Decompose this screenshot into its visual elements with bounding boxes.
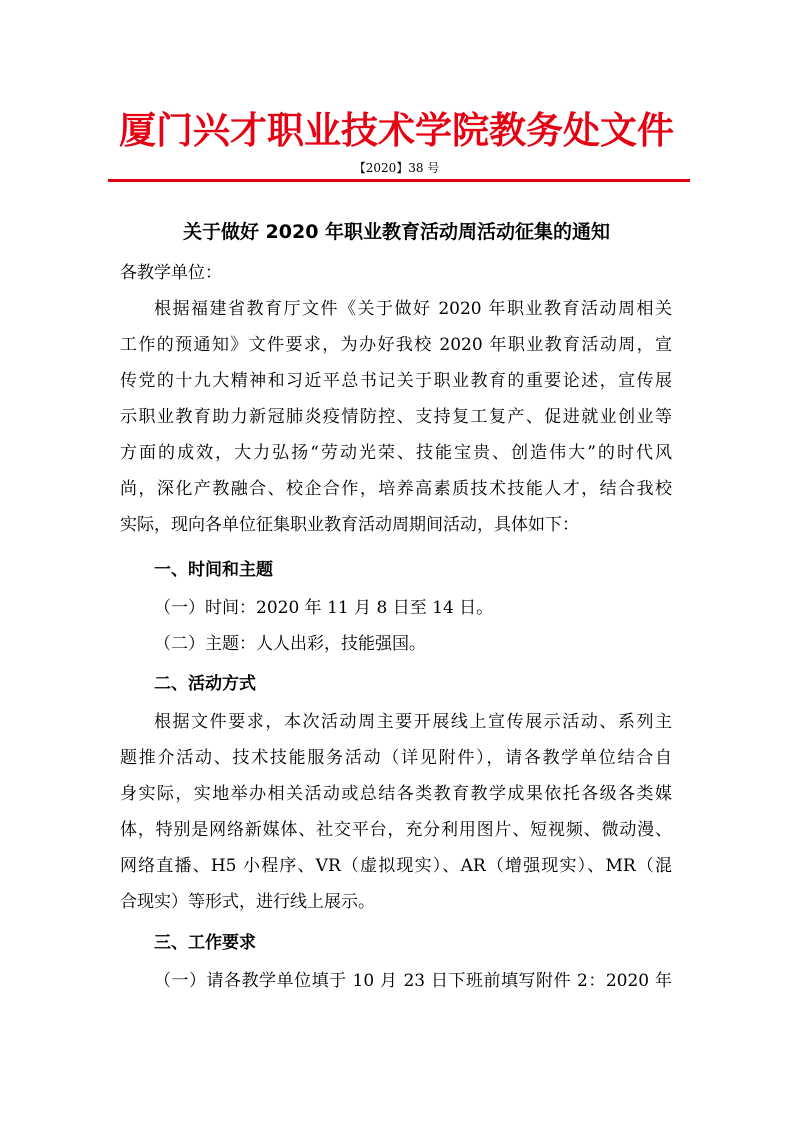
notice-title: 关于做好 2020 年职业教育活动周活动征集的通知 bbox=[182, 221, 611, 243]
paragraph-line: 根据福建省教育厅文件《关于做好 2020 年职业教育活动周相关 bbox=[154, 299, 672, 319]
paragraph-line: 身实际，实地举办相关活动或总结各类教育教学成果依托各级各类媒 bbox=[120, 784, 672, 804]
paragraph-line: 网络直播、H5 小程序、VR（虚拟现实）、AR（增强现实）、MR（混 bbox=[120, 856, 672, 876]
header-divider bbox=[108, 179, 690, 182]
paragraph-line: 示职业教育助力新冠肺炎疫情防控、支持复工复产、促进就业创业等 bbox=[120, 407, 672, 427]
paragraph-line: 尚，深化产教融合、校企合作，培养高素质技术技能人才，结合我校 bbox=[120, 479, 672, 499]
paragraph-line: 方面的成效，大力弘扬“劳动光荣、技能宝贵、创造伟大”的时代风 bbox=[120, 443, 672, 463]
paragraph-line: 实际，现向各单位征集职业教育活动周期间活动，具体如下： bbox=[120, 515, 579, 535]
paragraph-line: 工作的预通知》文件要求，为办好我校 2020 年职业教育活动周，宣 bbox=[120, 335, 672, 355]
recipient-line: 各教学单位： bbox=[120, 263, 222, 283]
paragraph-line: 根据文件要求，本次活动周主要开展线上宣传展示活动、系列主 bbox=[154, 712, 672, 732]
list-item: （一）请各教学单位填于 10 月 23 日下班前填写附件 2：2020 年 bbox=[154, 971, 672, 991]
section-heading: 三、工作要求 bbox=[154, 933, 256, 953]
section-heading: 二、活动方式 bbox=[154, 674, 256, 694]
document-number: 【2020】38 号 bbox=[353, 161, 440, 175]
paragraph-line: 体，特别是网络新媒体、社交平台，充分利用图片、短视频、微动漫、 bbox=[120, 820, 672, 840]
list-item: （一）时间：2020 年 11 月 8 日至 14 日。 bbox=[154, 598, 494, 618]
document-header-title: 厦门兴才职业技术学院教务处文件 bbox=[119, 108, 674, 152]
list-item: （二）主题：人人出彩，技能强国。 bbox=[154, 634, 426, 654]
paragraph-line: 传党的十九大精神和习近平总书记关于职业教育的重要论述，宣传展 bbox=[120, 371, 672, 391]
paragraph-line: 合现实）等形式，进行线上展示。 bbox=[120, 892, 375, 912]
section-heading: 一、时间和主题 bbox=[154, 560, 273, 580]
paragraph-line: 题推介活动、技术技能服务活动（详见附件），请各教学单位结合自 bbox=[120, 748, 672, 768]
